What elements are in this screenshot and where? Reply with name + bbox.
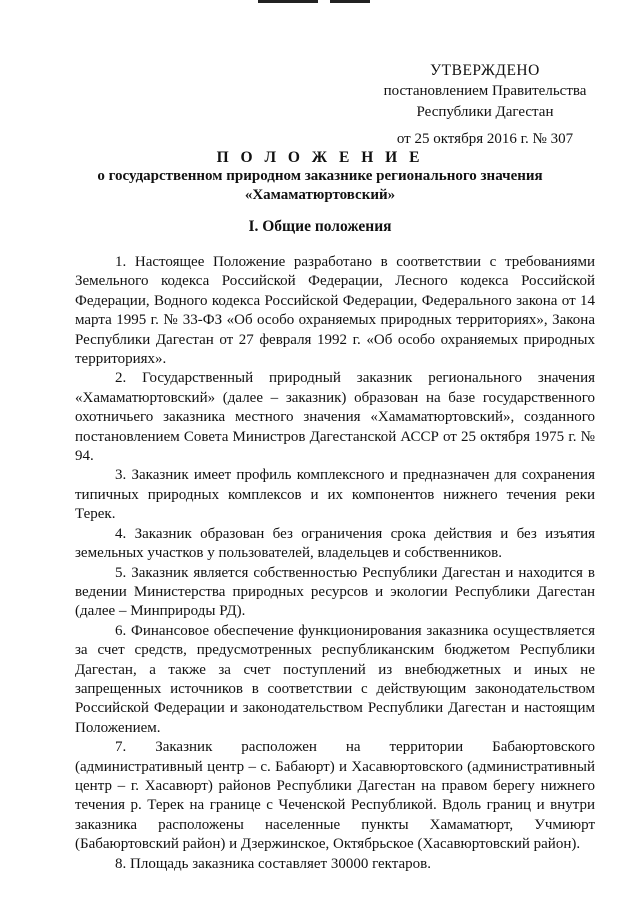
title-line: «Хамаматюртовский» xyxy=(244,187,396,203)
title-line: о государственном природном заказнике регионального значения xyxy=(97,168,543,184)
paragraph: 8. Площадь заказника составляет 30000 гектаров. xyxy=(115,855,431,872)
approval-date: от 25 октября 2016 г. № 307 xyxy=(396,131,574,147)
paragraph: 2. Государственный природный заказник регионального значения «Хамаматюртовский» (далее – заказник) образован на базе государственного охотничьего заказника местного значения «Хамаматюртовский», созданного постановлением Совета Министров Дагестанской АССР от 25 октября 1975 г. № 94. xyxy=(75,370,595,465)
document-body xyxy=(75,253,595,874)
approval-heading: УТВЕРЖДЕНО xyxy=(430,62,540,79)
paragraph: 5. Заказник является собственностью Республики Дагестан и находится в ведении Министерства природных ресурсов и экологии Республики Дагестан (далее – Минприроды РД). xyxy=(75,564,595,620)
approval-line: постановлением Правительства xyxy=(383,83,587,99)
paragraph: 7. Заказник расположен на территории Бабаюртовского (административный центр – с. Бабаюрт) и Хасавюртовского (административный центр – г. Хасавюрт) районов Республики Дагестан на правом берегу нижнего течения р. Терек на границе с Чеченской Республикой. Вдоль границ и внутри заказника расположены населенные пункты Хамаматюрт, Учмиюрт (Бабаюртовский район) и Дзержинское, Октябрьское (Хасавюртовский район). xyxy=(75,739,595,853)
approval-line: Республики Дагестан xyxy=(416,104,554,120)
document-title xyxy=(60,148,580,205)
approval-stamp xyxy=(370,60,600,150)
section-heading: I. Общие положения xyxy=(248,218,392,235)
paragraph: 6. Финансовое обеспечение функционирования заказника осуществляется за счет средств, предусмотренных республиканским бюджетом Республики Дагестан, а также за счет поступлений из внебюджетных и иных не запрещенных источников в соответствии с действующим законодательством Российской Федерации и законодательством Республики Дагестан и настоящим Положением. xyxy=(75,622,595,736)
paragraph: 1. Настоящее Положение разработано в соответствии с требованиями Земельного кодекса Российской Федерации, Лесного кодекса Российской Федерации, Водного кодекса Российской Федерации, Федерального закона от 14 марта 1995 г. № 33-ФЗ «Об особо охраняемых природных территориях», Закона Республики Дагестан от 27 февраля 1992 г. «Об особо охраняемых природных территориях». xyxy=(75,254,595,368)
title-word: П О Л О Ж Е Н И Е xyxy=(216,149,424,166)
scan-artifact xyxy=(258,0,318,3)
scan-artifact xyxy=(330,0,370,3)
paragraph: 4. Заказник образован без ограничения срока действия и без изъятия земельных участков у пользователей, владельцев и собственников. xyxy=(75,525,595,562)
paragraph: 3. Заказник имеет профиль комплексного и предназначен для сохранения типичных природных комплексов и их компонентов нижнего течения реки Терек. xyxy=(75,467,595,523)
